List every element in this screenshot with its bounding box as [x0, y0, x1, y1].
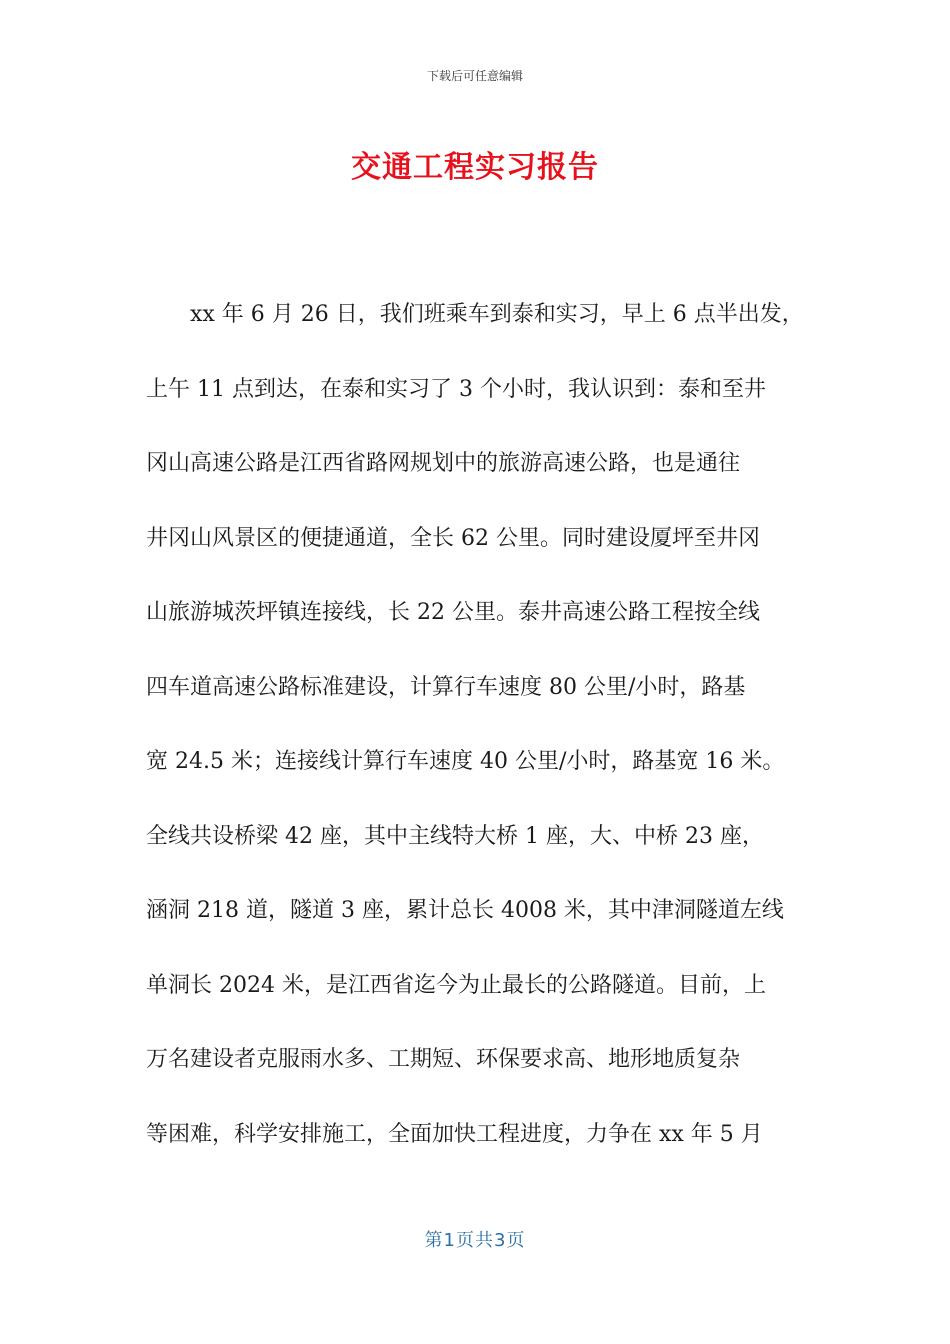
paragraph-line: 宽 24.5 米；连接线计算行车速度 40 公里/小时，路基宽 16 米。 — [146, 749, 785, 774]
page-middle: 页共 — [456, 1230, 494, 1251]
paragraph-line: 山旅游城茨坪镇连接线，长 22 公里。泰井高速公路工程按全线 — [146, 600, 760, 625]
page-total: 3 — [494, 1230, 507, 1251]
page-prefix: 第 — [424, 1230, 444, 1251]
paragraph-line: 万名建设者克服雨水多、工期短、环保要求高、地形地质复杂 — [146, 1047, 741, 1072]
paragraph-line: 等困难，科学安排施工，全面加快工程进度，力争在 xx 年 5 月 — [146, 1121, 763, 1147]
page-footer — [0, 1226, 950, 1252]
paragraph-line: 单洞长 2024 米，是江西省迄今为止最长的公路隧道。目前，上 — [146, 972, 766, 998]
paragraph-line: 上午 11 点到达，在泰和实习了 3 个小时，我认识到：泰和至井 — [146, 376, 766, 402]
paragraph-line: 涵洞 218 道，隧道 3 座，累计总长 4008 米，其中津洞隧道左线 — [146, 898, 784, 923]
header-note: 下载后可任意编辑 — [426, 69, 523, 83]
paragraph-line: 井冈山风景区的便捷通道，全长 62 公里。同时建设厦坪至井冈 — [146, 525, 760, 551]
paragraph-line: xx 年 6 月 26 日，我们班乘车到泰和实习，早上 6 点半出发， — [146, 302, 804, 327]
paragraph-line: 全线共设桥梁 42 座，其中主线特大桥 1 座，大、中桥 23 座， — [146, 823, 764, 849]
body-paragraph — [146, 278, 806, 1172]
paragraph-line: 冈山高速公路是江西省路网规划中的旅游高速公路，也是通往 — [146, 451, 741, 476]
document-title: 交通工程实习报告 — [351, 150, 599, 185]
page-current: 1 — [443, 1230, 456, 1251]
paragraph-line: 四车道高速公路标准建设，计算行车速度 80 公里/小时，路基 — [146, 674, 746, 700]
page-suffix: 页 — [506, 1230, 526, 1251]
